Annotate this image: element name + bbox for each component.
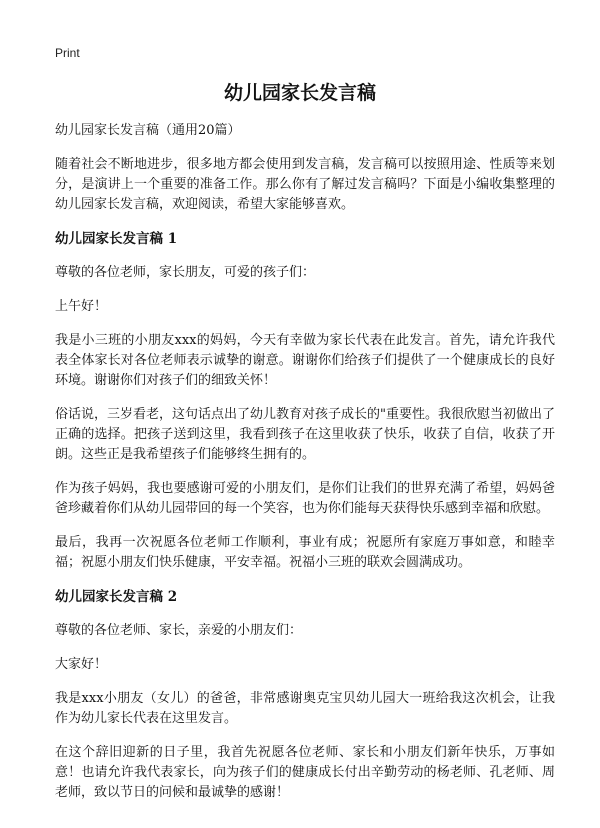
section-heading-2: 幼儿园家长发言稿 2 bbox=[55, 589, 178, 605]
paragraph: 作为孩子妈妈，我也要感谢可爱的小朋友们，是你们让我们的世界充满了希望，妈妈爸爸珍藏着你们从幼儿园带回的每一个笑容，也为你们能每天获得快乐感到幸福和欣慰。 bbox=[55, 481, 555, 516]
subtitle: 幼儿园家长发言稿（通用20篇） bbox=[55, 123, 241, 138]
paragraph: 最后，我再一次祝愿各位老师工作顺利，事业有成；祝愿所有家庭万事如意，和睦幸福；祝愿小朋友们快乐健康，平安幸福。祝福小三班的联欢会圆满成功。 bbox=[55, 535, 555, 570]
section-heading-1: 幼儿园家长发言稿 1 bbox=[55, 231, 178, 247]
print-link[interactable]: Print bbox=[55, 46, 80, 60]
intro-paragraph: 随着社会不断地进步，很多地方都会使用到发言稿，发言稿可以按照用途、性质等来划分，是演讲上一个重要的准备工作。那么你有了解过发言稿吗？下面是小编收集整理的幼儿园家长发言稿，欢迎阅读，希望大家能够喜欢。 bbox=[55, 157, 555, 212]
document-title: 幼儿园家长发言稿 bbox=[223, 82, 376, 104]
paragraph: 大家好！ bbox=[55, 657, 108, 672]
paragraph: 我是小三班的小朋友xxx的妈妈，今天有幸做为家长代表在此发言。首先，请允许我代表全体家长对各位老师表示诚挚的谢意。谢谢你们给孩子们提供了一个健康成长的良好环境。谢谢你们对孩子们的细致关怀！ bbox=[55, 333, 555, 388]
paragraph: 上午好！ bbox=[55, 299, 108, 314]
paragraph: 俗话说，三岁看老，这句话点出了幼儿教育对孩子成长的"重要性。我很欣慰当初做出了正确的选择。把孩子送到这里，我看到孩子在这里收获了快乐，收获了自信，收获了开朗。这些正是我希望孩子们能够终生拥有的。 bbox=[55, 407, 555, 462]
document-body bbox=[55, 121, 555, 817]
paragraph: 在这个辞旧迎新的日子里，我首先祝愿各位老师、家长和小朋友们新年快乐，万事如意！也请允许我代表家长，向为孩子们的健康成长付出辛勤劳动的杨老师、孔老师、周老师，致以节日的问候和最诚挚的感谢！ bbox=[55, 745, 555, 800]
paragraph: 尊敬的各位老师，家长朋友，可爱的孩子们： bbox=[55, 265, 316, 280]
paragraph: 我是xxx小朋友（女儿）的爸爸，非常感谢奥克宝贝幼儿园大一班给我这次机会，让我作为幼儿家长代表在这里发言。 bbox=[55, 691, 555, 726]
paragraph: 尊敬的各位老师、家长，亲爱的小朋友们： bbox=[55, 623, 303, 638]
